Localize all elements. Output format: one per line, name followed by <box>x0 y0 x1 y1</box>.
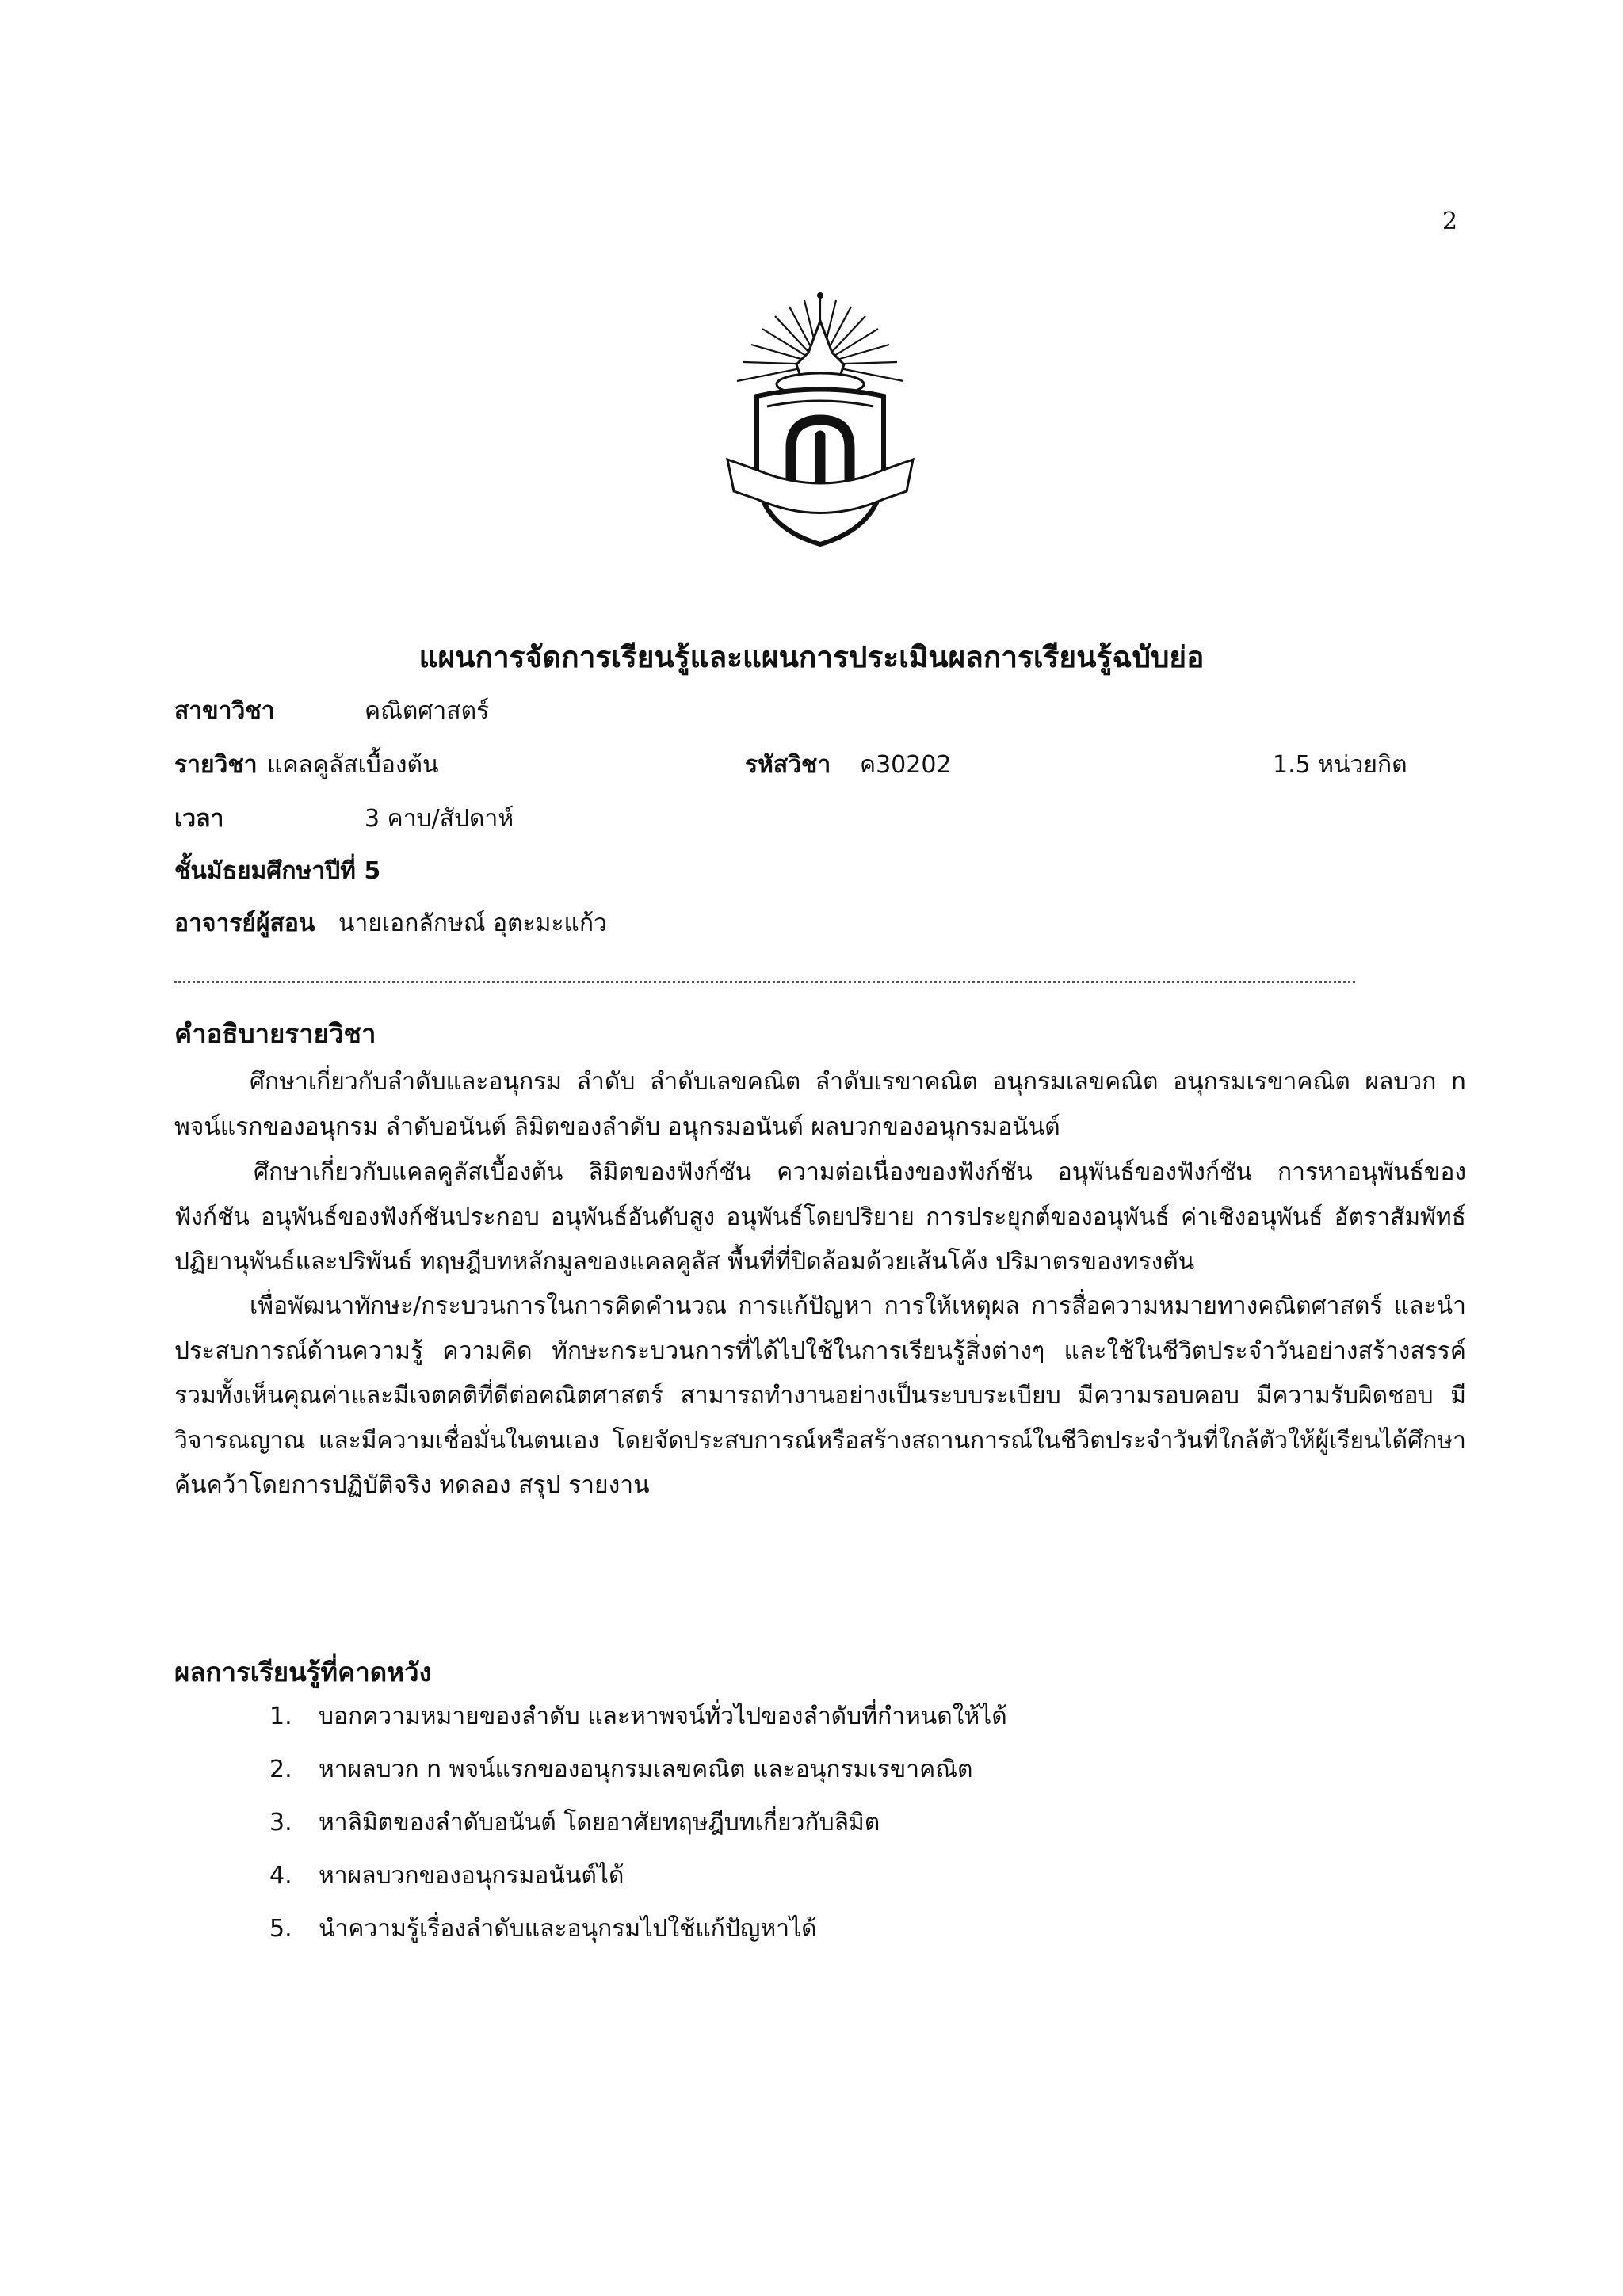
description-paragraph-3: เพื่อพัฒนาทักษะ/กระบวนการในการคิดคำนวณ การแก้ปัญหา การให้เหตุผล การสื่อความหมายทางคณิตศาสตร์ และนำประสบการณ์ด้านความรู้ ความคิด ทักษะกระบวนการที่ได้ไปใช้ในการเรียนรู้สิ่งต่างๆ และใช้ในชีวิตประจำวันอย่างสร้างสรรค์ รวมทั้งเห็นคุณค่าและมีเจตคติที่ดีต่อคณิตศาสตร์ สามารถทำงานอย่างเป็นระบบระเบียบ มีความรอบคอบ มีความรับผิดชอบ มีวิจารณญาณ และมีความเชื่อมั่นในตนเอง โดยจัดประสบการณ์หรือสร้างสถานการณ์ในชีวิตประจำวันที่ใกล้ตัวให้ผู้เรียนได้ศึกษาค้นคว้าโดยการปฏิบัติจริง ทดลอง สรุป รายงาน <box>174 1292 1466 1499</box>
teacher-value: นายเอกลักษณ์ อุตะมะแก้ว <box>338 910 607 937</box>
list-item <box>269 1849 1007 1902</box>
list-item-number: 2. <box>269 1756 292 1783</box>
description-paragraph-1: ศึกษาเกี่ยวกับลำดับและอนุกรม ลำดับ ลำดับเลขคณิต ลำดับเรขาคณิต อนุกรมเลขคณิต อนุกรมเรขาคณิต ผลบวก n พจน์แรกของอนุกรม ลำดับอนันต์ ลิมิตของลำดับ อนุกรมอนันต์ ผลบวกของอนุกรมอนันต์ <box>174 1068 1466 1141</box>
list-item-number: 3. <box>269 1809 292 1836</box>
list-item-text: บอกความหมายของลำดับ และหาพจน์ทั่วไปของลำดับที่กำหนดให้ได้ <box>319 1703 1007 1730</box>
learning-outcomes-list <box>269 1690 1007 1955</box>
description-paragraph-2: ศึกษาเกี่ยวกับแคลคูลัสเบื้องต้น ลิมิตของฟังก์ชัน ความต่อเนื่องของฟังก์ชัน อนุพันธ์ของฟังก์ชัน การหาอนุพันธ์ของฟังก์ชัน อนุพันธ์ของฟังก์ชันประกอบ อนุพันธ์อันดับสูง อนุพันธ์โดยปริยาย การประยุกต์ของอนุพันธ์ ค่าเชิงอนุพันธ์ อัตราสัมพัทธ์ ปฏิยานุพันธ์และปริพันธ์ ทฤษฎีบทหลักมูลของแคลคูลัส พื้นที่ที่ปิดล้อมด้วยเส้นโค้ง ปริมาตรของทรงตัน <box>174 1158 1466 1276</box>
learning-outcomes-heading: ผลการเรียนรู้ที่คาดหวัง <box>174 1657 432 1688</box>
credits: 1.5 หน่วยกิต <box>1273 751 1407 779</box>
list-item <box>269 1902 1007 1955</box>
list-item-text: นำความรู้เรื่องลำดับและอนุกรมไปใช้แก้ปัญหาได้ <box>319 1915 817 1943</box>
time-value: 3 คาบ/สัปดาห์ <box>365 805 514 833</box>
list-item-number: 1. <box>269 1703 292 1730</box>
teacher-label: อาจารย์ผู้สอน <box>174 910 315 937</box>
course-label: รายวิชา <box>174 751 258 779</box>
list-item-text: หาผลบวกของอนุกรมอนันต์ได้ <box>319 1862 624 1890</box>
department-value: คณิตศาสตร์ <box>365 697 490 725</box>
course-value: แคลคูลัสเบื้องต้น <box>267 751 439 779</box>
list-item <box>269 1743 1007 1796</box>
time-label: เวลา <box>174 805 224 833</box>
page-number: 2 <box>1442 208 1458 235</box>
list-item-text: หาผลบวก n พจน์แรกของอนุกรมเลขคณิต และอนุกรมเรขาคณิต <box>319 1756 973 1783</box>
list-item-text: หาลิมิตของลำดับอนันต์ โดยอาศัยทฤษฎีบทเกี่ยวกับลิมิต <box>319 1809 880 1836</box>
department-label: สาขาวิชา <box>174 697 275 725</box>
course-description-heading: คำอธิบายรายวิชา <box>174 1018 376 1049</box>
course-code-label: รหัสวิชา <box>745 751 831 779</box>
dotted-separator <box>174 981 1355 983</box>
grade-label: ชั้นมัธยมศึกษาปีที่ 5 <box>174 857 381 885</box>
list-item <box>269 1690 1007 1743</box>
course-code-value: ค30202 <box>860 751 952 779</box>
school-emblem <box>721 289 919 559</box>
list-item-number: 5. <box>269 1915 292 1943</box>
list-item-number: 4. <box>269 1862 292 1890</box>
list-item <box>269 1796 1007 1849</box>
document-title: แผนการจัดการเรียนรู้และแผนการประเมินผลการเรียนรู้ฉบับย่อ <box>418 640 1205 674</box>
